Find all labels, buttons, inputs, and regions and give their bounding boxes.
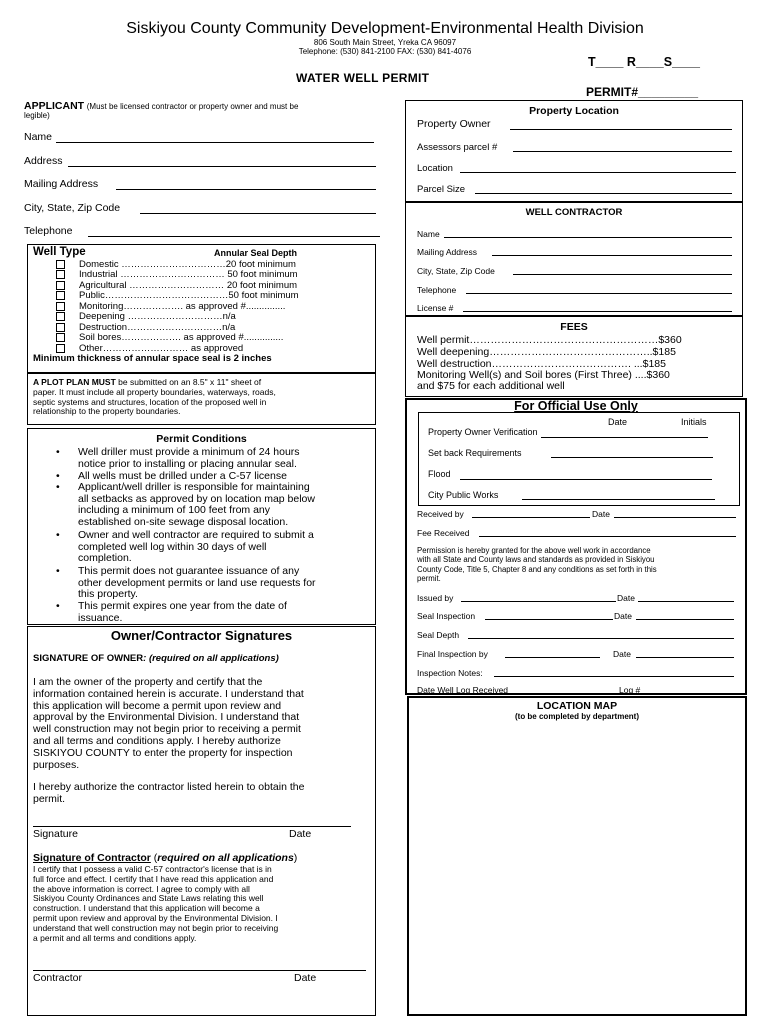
seal-inspection-date-field[interactable] xyxy=(636,619,734,620)
contractor-date-label: Date xyxy=(294,972,317,984)
checkbox[interactable] xyxy=(56,302,65,311)
owner-certification: I am the owner of the property and certify that the information contained herein is accurate. I understand that this application will become a permit upon review and approval by the Environmental Division. I understand that well construction may not begin prior to receiving a permit and all terms and conditions apply. I hereby authorize SISKIYOU COUNTY to enter the property for inspection purposes. xyxy=(33,676,304,771)
flood-field[interactable] xyxy=(460,479,712,480)
property-owner-label: Property Owner xyxy=(417,118,491,130)
initials-column-header: Initials xyxy=(681,417,707,427)
location-map-box[interactable] xyxy=(407,696,747,1016)
fees-heading: FEES xyxy=(560,321,588,333)
inspection-notes-field[interactable] xyxy=(494,676,734,677)
well-type-row[interactable]: Deepening …………………………n/a xyxy=(56,311,236,322)
form-title: WATER WELL PERMIT xyxy=(296,71,430,85)
assessors-parcel-label: Assessors parcel # xyxy=(417,142,498,153)
seal-depth-label: Seal Depth xyxy=(417,630,460,640)
owner-verification-label: Property Owner Verification xyxy=(428,427,538,437)
parcel-size-field[interactable] xyxy=(475,193,732,194)
issued-date-field[interactable] xyxy=(638,601,734,602)
checkbox[interactable] xyxy=(56,344,65,353)
license-label: License # xyxy=(417,303,454,313)
parcel-size-label: Parcel Size xyxy=(417,184,466,195)
contractor-certification: I certify that I possess a valid C-57 contractor's license that is in full force and effect. I certify that I have read this application and the above information is correct. I agree to comply with all Siskiyou County Ordinances and State Laws relating this well construction. I understand that this application will become a permit upon review and approval by the Environmental Division. I understand that well construction may not begin prior to receiving a permit and all terms and conditions apply. xyxy=(33,864,279,943)
contractor-city-label: City, State, Zip Code xyxy=(417,266,495,276)
owner-date-label: Date xyxy=(289,828,312,840)
checkbox[interactable] xyxy=(56,270,65,279)
location-label: Location xyxy=(417,163,453,174)
received-by-field[interactable] xyxy=(472,517,590,518)
seal-inspection-field[interactable] xyxy=(485,619,613,620)
well-type-row[interactable]: Domestic ……………………………20 foot minimum xyxy=(56,259,296,270)
contractor-name-label: Name xyxy=(417,229,440,239)
signatures-heading: Owner/Contractor Signatures xyxy=(110,628,293,643)
setback-field[interactable] xyxy=(551,457,713,458)
seal-depth-field[interactable] xyxy=(468,638,734,639)
date-log-label: Date Well Log Received xyxy=(417,685,509,695)
condition-item: • Owner and well contractor are required to submit a completed well log within 30 days of well completion. xyxy=(56,529,314,565)
final-inspection-field[interactable] xyxy=(505,657,600,658)
applicant-mailing-field[interactable] xyxy=(116,189,376,190)
fee-received-field[interactable] xyxy=(479,536,736,537)
received-date-label: Date xyxy=(592,509,610,519)
received-by-label: Received by xyxy=(417,509,464,519)
well-type-row[interactable]: Industrial …………………………… 50 foot minimum xyxy=(56,269,298,280)
condition-item: • Well driller must provide a minimum of 24 hours notice prior to installing or placing annular seal. xyxy=(56,446,300,470)
applicant-city-label: City, State, Zip Code xyxy=(24,202,121,214)
seal-depth-heading: Annular Seal Depth xyxy=(214,248,298,258)
date-column-header: Date xyxy=(608,417,628,427)
contractor-signature-heading: Signature of Contractor (required on all applications) xyxy=(33,852,298,864)
agency-phone: Telephone: (530) 841-2100 FAX: (530) 841-4076 xyxy=(298,47,472,56)
well-type-row[interactable]: Monitoring………………. as approved #............... xyxy=(56,301,285,312)
applicant-note-2: legible) xyxy=(24,111,50,120)
public-works-label: City Public Works xyxy=(428,490,499,500)
township-range-section: T____ R____S____ xyxy=(588,55,700,69)
well-type-row[interactable]: Agricultural ………………………… 20 foot minimum xyxy=(56,280,297,291)
applicant-phone-label: Telephone xyxy=(24,225,73,237)
applicant-address-label: Address xyxy=(24,155,63,167)
location-map-subheading: (to be completed by department) xyxy=(514,712,639,721)
issued-by-field[interactable] xyxy=(461,601,616,602)
fee-received-label: Fee Received xyxy=(417,528,470,538)
license-field[interactable] xyxy=(463,311,732,312)
checkbox[interactable] xyxy=(56,312,65,321)
owner-signature-line[interactable] xyxy=(33,826,351,827)
contractor-city-field[interactable] xyxy=(513,274,732,275)
final-inspection-label: Final Inspection by xyxy=(417,649,488,659)
well-type-heading: Well Type xyxy=(33,246,86,258)
applicant-address-field[interactable] xyxy=(68,166,376,167)
permit-number: PERMIT#_________ xyxy=(586,85,699,99)
well-contractor-box xyxy=(405,202,743,316)
contractor-name-field[interactable] xyxy=(444,237,732,238)
contractor-phone-label: Telephone xyxy=(417,285,457,295)
checkbox[interactable] xyxy=(56,323,65,332)
final-inspection-date-field[interactable] xyxy=(636,657,734,658)
well-type-row[interactable]: Public…………………………………50 foot minimum xyxy=(56,290,299,301)
applicant-city-field[interactable] xyxy=(140,213,376,214)
well-type-row[interactable]: Other……………………… as approved xyxy=(56,343,243,354)
fee-monitoring-additional: and $75 for each additional well xyxy=(417,380,565,392)
issued-by-label: Issued by xyxy=(417,593,454,603)
condition-item: • Applicant/well driller is responsible for maintaining all setbacks as approved by on location map below including a minimum of 100 feet from any established on-site sewage disposal location. xyxy=(56,481,315,528)
condition-item: • This permit expires one year from the date of issuance. xyxy=(56,600,287,624)
contractor-mailing-label: Mailing Address xyxy=(417,247,478,257)
contractor-mailing-field[interactable] xyxy=(492,255,732,256)
checkbox[interactable] xyxy=(56,281,65,290)
permission-statement: Permission is hereby granted for the above well work in accordance with all State and County laws and standards as provided in Siskiyou County Code, Title 5, Chapter 8 and any conditions as set forth in this permit. xyxy=(417,546,657,583)
final-inspection-date-label: Date xyxy=(613,649,631,659)
authorize-contractor: I hereby authorize the contractor listed herein to obtain the permit. xyxy=(33,781,305,805)
property-location-heading: Property Location xyxy=(529,105,619,117)
plot-plan-text: A PLOT PLAN MUST be submitted on an 8.5" x 11" sheet of paper. It must include all property boundaries, waterways, roads, septic systems and structures, location of the proposed well in relationship to the property boundaries. xyxy=(33,377,276,417)
permit-conditions-heading: Permit Conditions xyxy=(156,433,247,445)
fee-row: Well destruction…………………………………. ...$185 xyxy=(417,358,666,370)
contractor-phone-field[interactable] xyxy=(466,293,732,294)
owner-signature-heading: SIGNATURE OF OWNER: (required on all applications) xyxy=(33,653,279,664)
owner-signature-label: Signature xyxy=(33,828,78,840)
flood-label: Flood xyxy=(428,469,451,479)
applicant-phone-field[interactable] xyxy=(88,236,380,237)
owner-verification-field[interactable] xyxy=(541,437,708,438)
received-date-field[interactable] xyxy=(614,517,736,518)
setback-label: Set back Requirements xyxy=(428,448,522,458)
minimum-seal-note: Minimum thickness of annular space seal is 2 inches xyxy=(33,353,272,364)
date-log-field[interactable] xyxy=(529,693,616,694)
contractor-signature-label: Contractor xyxy=(33,972,83,984)
applicant-heading-row xyxy=(24,100,298,112)
seal-inspection-label: Seal Inspection xyxy=(417,611,476,621)
well-type-row[interactable]: Destruction…………………………n/a xyxy=(56,322,235,333)
property-owner-field[interactable] xyxy=(510,129,732,130)
checkbox[interactable] xyxy=(56,260,65,269)
agency-address: 806 South Main Street, Yreka CA 96097 xyxy=(313,38,457,47)
issued-date-label: Date xyxy=(617,593,635,603)
agency-title: Siskiyou County Community Development-Environmental Health Division xyxy=(126,20,644,37)
well-contractor-heading: WELL CONTRACTOR xyxy=(525,207,623,218)
location-field[interactable] xyxy=(460,172,736,173)
fee-row: Well permit………………………………………………$360 xyxy=(417,334,682,346)
well-type-row[interactable]: Soil bores………………. as approved #............... xyxy=(56,332,283,343)
official-use-heading: For Official Use Only xyxy=(514,399,638,413)
applicant-note: (Must be licensed contractor or property owner and must be xyxy=(86,102,299,111)
public-works-field[interactable] xyxy=(522,499,715,500)
applicant-name-label: Name xyxy=(24,131,53,143)
inspection-notes-label: Inspection Notes: xyxy=(417,668,483,678)
fee-monitoring: Monitoring Well(s) and Soil bores (First Three) ....$360 xyxy=(417,369,670,381)
checkbox[interactable] xyxy=(56,333,65,342)
assessors-parcel-field[interactable] xyxy=(513,151,732,152)
applicant-mailing-label: Mailing Address xyxy=(24,178,99,190)
applicant-name-field[interactable] xyxy=(56,142,374,143)
condition-item: • This permit does not guarantee issuance of any other development permits or land use requests for this property. xyxy=(56,565,316,601)
fee-row: Well deepening………………………………………..$185 xyxy=(417,346,676,358)
log-number-field[interactable] xyxy=(645,693,734,694)
location-map-heading: LOCATION MAP xyxy=(536,700,618,712)
condition-item: • All wells must be drilled under a C-57 license xyxy=(56,470,287,482)
applicant-heading: APPLICANT xyxy=(24,100,85,112)
log-number-label: Log # xyxy=(619,685,641,695)
seal-inspection-date-label: Date xyxy=(614,611,632,621)
contractor-signature-line[interactable] xyxy=(33,970,366,971)
checkbox[interactable] xyxy=(56,291,65,300)
